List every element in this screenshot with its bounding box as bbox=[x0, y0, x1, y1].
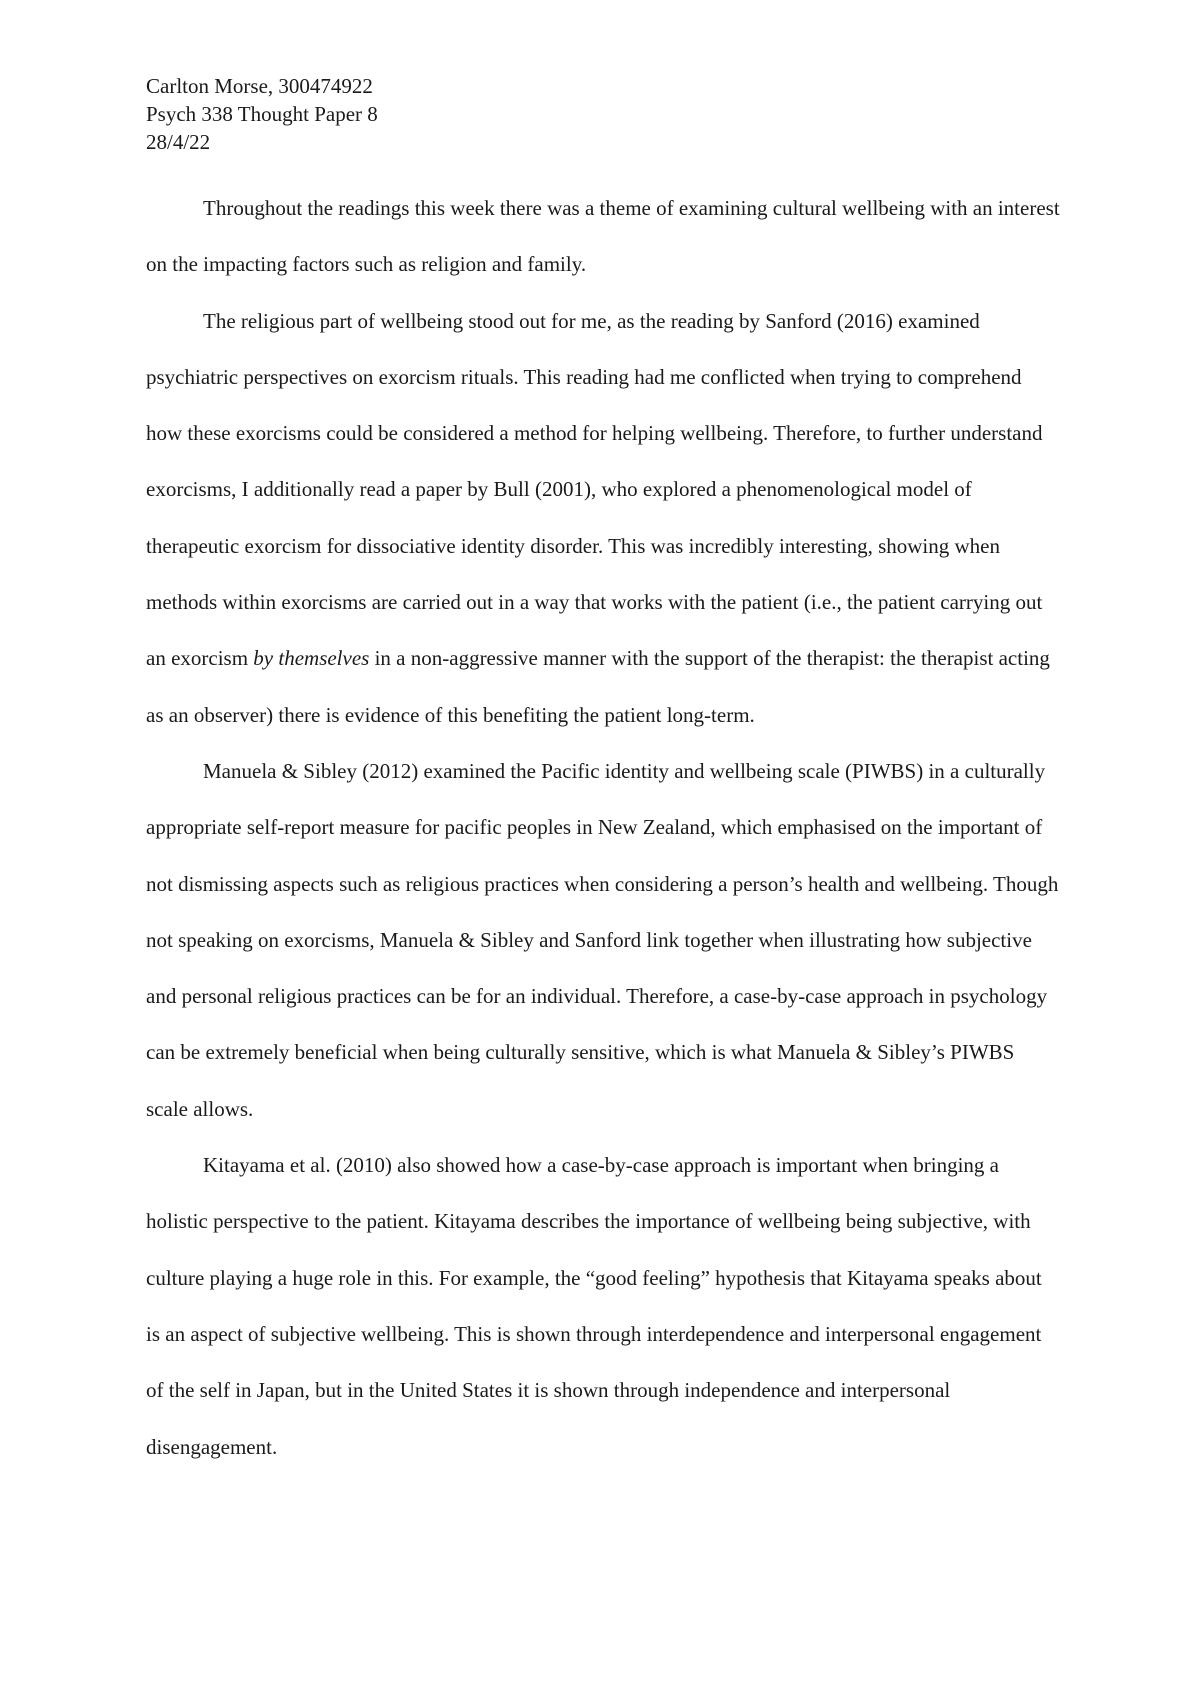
paragraph-text-continued: in a non-aggressive manner with the support of the therapist: the therapist acting as an observer) there is evidence of this benefiting the patient long-term. bbox=[146, 646, 1050, 727]
document-header bbox=[146, 72, 378, 156]
paragraph-text: The religious part of wellbeing stood out for me, as the reading by Sanford (2016) examined psychiatric perspectives on exorcism rituals. This reading had me conflicted when trying to comprehend how these exorcisms could be considered a method for helping wellbeing. Therefore, to further understand exorcisms, I additionally read a paper by Bull (2001), who explored a phenomenological model of therapeutic exorcism for dissociative identity disorder. This was incredibly interesting, showing when methods within exorcisms are carried out in a way that works with the patient (i.e., the patient carrying out an exorcism bbox=[146, 308, 1043, 671]
paragraph-piwbs bbox=[146, 743, 1061, 1137]
paragraph-religious-wellbeing bbox=[146, 293, 1061, 743]
paragraph-text: Manuela & Sibley (2012) examined the Pacific identity and wellbeing scale (PIWBS) in a culturally appropriate self-report measure for pacific peoples in New Zealand, which emphasised on the important of not dismissing aspects such as religious practices when considering a person’s health and wellbeing. Though not speaking on exorcisms, Manuela & Sibley and Sanford link together when illustrating how subjective and personal religious practices can be for an individual. Therefore, a case-by-case approach in psychology can be extremely beneficial when being culturally sensitive, which is what Manuela & Sibley’s PIWBS scale allows. bbox=[146, 758, 1059, 1121]
paragraph-intro bbox=[146, 180, 1061, 293]
author-line: Carlton Morse, 300474922 bbox=[146, 74, 373, 98]
document-body bbox=[146, 180, 1061, 1475]
paragraph-text: Kitayama et al. (2010) also showed how a case-by-case approach is important when bringing a holistic perspective to the patient. Kitayama describes the importance of wellbeing being subjective, with culture playing a huge role in this. For example, the “good feeling” hypothesis that Kitayama speaks about is an aspect of subjective wellbeing. This is shown through interdependence and interpersonal engagement of the self in Japan, but in the United States it is shown through independence and interpersonal disengagement. bbox=[146, 1153, 1042, 1459]
paragraph-text: Throughout the readings this week there was a theme of examining cultural wellbeing with an interest on the impacting factors such as religion and family. bbox=[146, 196, 1060, 277]
course-line: Psych 338 Thought Paper 8 bbox=[146, 102, 378, 126]
emphasis-text: by themselves bbox=[253, 646, 370, 671]
date-line: 28/4/22 bbox=[146, 130, 211, 154]
paragraph-kitayama bbox=[146, 1137, 1061, 1475]
